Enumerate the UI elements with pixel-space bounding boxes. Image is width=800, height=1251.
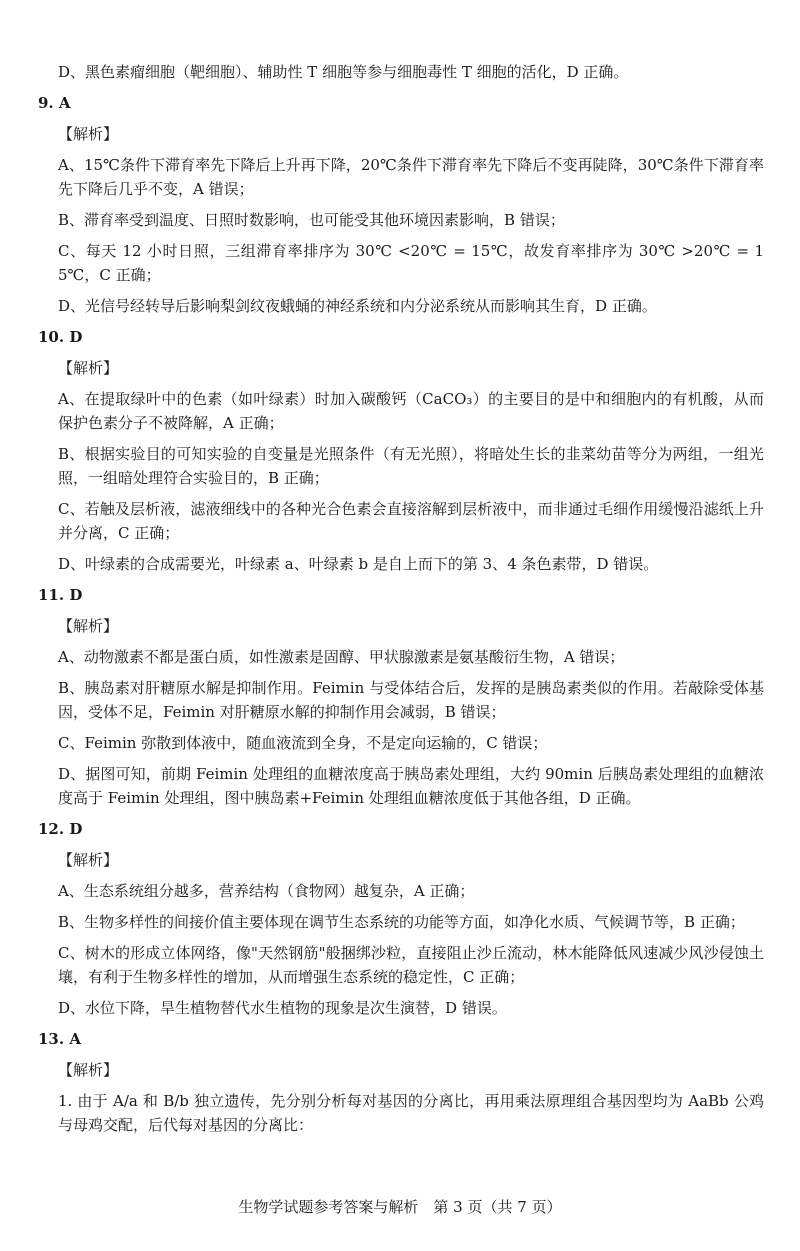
question-number: 9. A — [38, 94, 71, 112]
question-number: 10. D — [38, 328, 83, 346]
analysis-heading: 【解析】 — [58, 851, 119, 869]
answer-content — [38, 60, 764, 1144]
analysis-heading: 【解析】 — [58, 359, 119, 377]
question-number: 13. A — [38, 1030, 81, 1048]
answer-line: C、树木的形成立体网络，像"天然钢筋"般捆绑沙粒，直接阻止沙丘流动，林木能降低风速减少风沙侵蚀土壤，有利于生物多样性的增加，从而增强生态系统的稳定性，C 正确； — [58, 944, 764, 986]
analysis-heading: 【解析】 — [58, 125, 119, 143]
answer-line: B、胰岛素对肝糖原水解是抑制作用。Feimin 与受体结合后，发挥的是胰岛素类似的作用。若敲除受体基因，受体不足，Feimin 对肝糖原水解的抑制作用会减弱，B 错误； — [58, 679, 764, 721]
answer-line: 1. 由于 A/a 和 B/b 独立遗传，先分别分析每对基因的分离比，再用乘法原理组合基因型均为 AaBb 公鸡与母鸡交配，后代每对基因的分离比： — [58, 1092, 764, 1134]
answer-line: A、动物激素不都是蛋白质，如性激素是固醇、甲状腺激素是氨基酸衍生物，A 错误； — [58, 648, 625, 666]
question-number: 12. D — [38, 820, 83, 838]
question-number: 11. D — [38, 586, 83, 604]
page-footer: 生物学试题参考答案与解析 第 3 页（共 7 页） — [238, 1198, 562, 1216]
answer-line: B、滞育率受到温度、日照时数影响，也可能受其他环境因素影响，B 错误； — [58, 211, 565, 229]
answer-line: A、在提取绿叶中的色素（如叶绿素）时加入碳酸钙（CaCO₃）的主要目的是中和细胞内的有机酸，从而保护色素分子不被降解，A 正确； — [58, 390, 764, 432]
answer-line: D、光信号经转导后影响梨剑纹夜蛾蛹的神经系统和内分泌系统从而影响其生育，D 正确。 — [58, 297, 657, 315]
answer-line: D、叶绿素的合成需要光，叶绿素 a、叶绿素 b 是自上而下的第 3、4 条色素带，D 错误。 — [58, 555, 659, 573]
analysis-heading: 【解析】 — [58, 617, 119, 635]
answer-line: B、生物多样性的间接价值主要体现在调节生态系统的功能等方面，如净化水质、气候调节等，B 正确； — [58, 913, 745, 931]
answer-line: C、Feimin 弥散到体液中，随血液流到全身，不是定向运输的，C 错误； — [58, 734, 548, 752]
analysis-heading: 【解析】 — [58, 1061, 119, 1079]
answer-line: A、生态系统组分越多，营养结构（食物网）越复杂，A 正确； — [58, 882, 475, 900]
answer-line: A、15℃条件下滞育率先下降后上升再下降，20℃条件下滞育率先下降后不变再陡降，30℃条件下滞育率先下降后几乎不变，A 错误； — [58, 156, 764, 198]
answer-line: B、根据实验目的可知实验的自变量是光照条件（有无光照），将暗处生长的韭菜幼苗等分为两组，一组光照，一组暗处理符合实验目的，B 正确； — [58, 445, 764, 487]
answer-line: D、黑色素瘤细胞（靶细胞）、辅助性 T 细胞等参与细胞毒性 T 细胞的活化，D 正确。 — [58, 63, 629, 81]
answer-line: C、每天 12 小时日照，三组滞育率排序为 30℃ <20℃ = 15℃，故发育率排序为 30℃ >20℃ = 15℃，C 正确； — [58, 242, 764, 284]
answer-line: D、据图可知，前期 Feimin 处理组的血糖浓度高于胰岛素处理组，大约 90min 后胰岛素处理组的血糖浓度高于 Feimin 处理组，图中胰岛素+Feimin 处理组血糖浓度低于其他各组，D 正确。 — [58, 765, 764, 807]
answer-line: C、若触及层析液，滤液细线中的各种光合色素会直接溶解到层析液中，而非通过毛细作用缓慢沿滤纸上升并分离，C 正确； — [58, 500, 764, 542]
answer-line: D、水位下降，旱生植物替代水生植物的现象是次生演替，D 错误。 — [58, 999, 507, 1017]
